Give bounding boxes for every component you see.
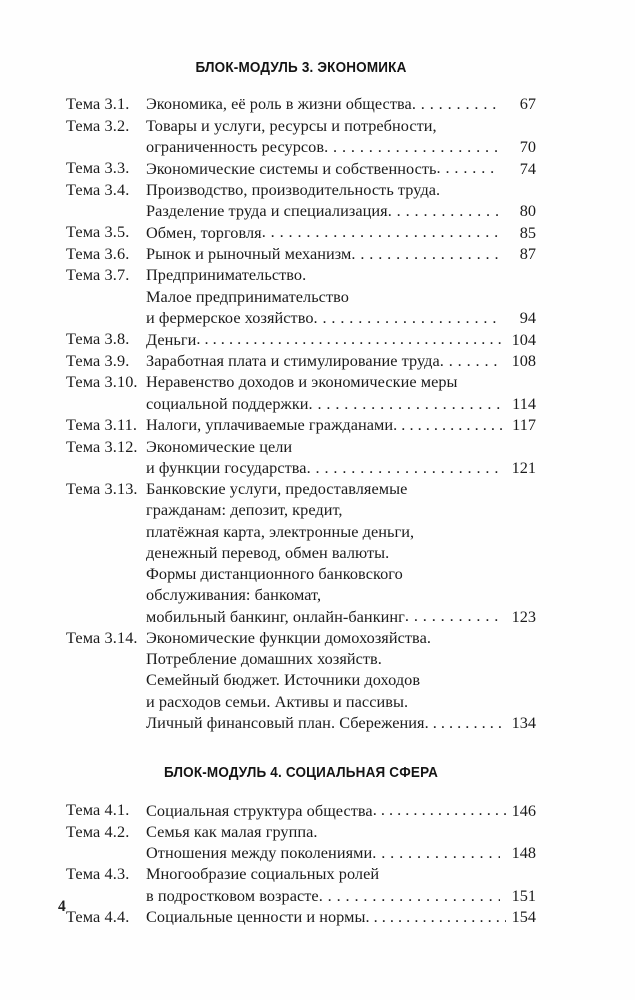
toc-entry-line xyxy=(146,821,536,842)
dot-leader xyxy=(309,393,500,409)
toc-entry-title: ограниченность ресурсов xyxy=(146,137,325,156)
toc-entry-title: социальной поддержки xyxy=(146,393,309,413)
page-number: 4 xyxy=(58,898,66,915)
toc-entry-title: Потребление домашних хозяйств. xyxy=(146,649,382,669)
toc-entry-title: Заработная плата и стимулирование труда xyxy=(146,351,440,371)
toc-entry-title: Малое предпринимательство xyxy=(146,286,349,306)
toc-entry-line xyxy=(146,328,536,350)
toc-page-number: 104 xyxy=(511,329,536,349)
toc-entry-title: и функции государства xyxy=(146,458,307,478)
dot-leader xyxy=(351,243,500,259)
toc-entry-body xyxy=(146,93,536,115)
toc-entry-body xyxy=(146,328,536,350)
toc-entry-title: Социальная структура общества xyxy=(146,800,373,820)
toc-entry-line xyxy=(146,885,536,907)
toc-entry-line xyxy=(146,499,536,520)
toc-page-number: 117 xyxy=(512,415,536,435)
toc-entry-line xyxy=(146,712,536,734)
toc-entry-title: денежный перевод, обмен валюты. xyxy=(146,542,390,562)
toc-entry-label: Тема 3.9. xyxy=(66,350,130,370)
toc-entry-title: обслуживания: банкомат, xyxy=(146,585,322,605)
dot-leader xyxy=(388,200,500,216)
toc-entry-body xyxy=(146,414,536,436)
toc-entry[interactable] xyxy=(66,414,536,436)
toc-entry-line xyxy=(146,605,536,627)
toc-entry-label: Тема 3.4. xyxy=(66,179,130,199)
toc-entry-line xyxy=(146,521,536,542)
toc-entry-title: Обмен, торговля xyxy=(146,222,262,242)
toc-entry[interactable] xyxy=(66,436,536,479)
toc-entry-title: Экономические цели xyxy=(146,436,293,456)
toc-entry-title: Товары и услуги, ресурсы и потребности, xyxy=(146,115,437,135)
toc-entry[interactable] xyxy=(66,371,536,414)
toc-entry-line xyxy=(146,307,536,329)
toc-entry[interactable] xyxy=(66,799,536,821)
toc-entry-body xyxy=(146,863,536,906)
toc-entry-body xyxy=(146,799,536,821)
toc-entry-body xyxy=(146,264,536,328)
toc-entry[interactable] xyxy=(66,627,536,733)
toc-entry-label: Тема 3.10. xyxy=(66,372,138,392)
dot-leader xyxy=(372,842,500,858)
toc-entry-body xyxy=(146,115,536,158)
toc-entry[interactable] xyxy=(66,115,536,158)
toc-entry-line xyxy=(146,286,536,307)
module-heading: БЛОК-МОДУЛЬ 4. СОЦИАЛЬНАЯ СФЕРА xyxy=(163,765,439,782)
toc-entry-label: Тема 3.13. xyxy=(66,479,138,499)
toc-entry-line xyxy=(146,243,536,265)
toc-page-number: 87 xyxy=(519,244,536,264)
toc-entry-title: Разделение труда и специализация xyxy=(146,201,388,221)
toc-entry-label: Тема 4.2. xyxy=(66,821,130,841)
dot-leader xyxy=(196,328,506,344)
toc-entry-line xyxy=(146,669,536,690)
toc-entry-line xyxy=(146,799,536,821)
toc-entry-line xyxy=(146,842,536,864)
toc-entry-line xyxy=(146,93,536,115)
dot-leader xyxy=(319,885,500,901)
toc-entry-title: Производство, производительность труда. xyxy=(146,179,441,199)
dot-leader xyxy=(262,221,500,237)
toc-page-number: 151 xyxy=(511,885,536,905)
dot-leader xyxy=(307,457,500,473)
toc-entry-label: Тема 3.14. xyxy=(66,627,138,647)
toc-entry[interactable] xyxy=(66,906,536,928)
toc-entry-line xyxy=(146,584,536,605)
toc-entry-title: и расходов семьи. Активы и пассивы. xyxy=(146,691,409,711)
toc-entry-line xyxy=(146,350,536,372)
toc-entry-line xyxy=(146,648,536,669)
toc-entry-title: Социальные ценности и нормы xyxy=(146,907,366,927)
toc-entry-line xyxy=(146,157,536,179)
toc-entry-title: Предпринимательство. xyxy=(146,265,307,285)
toc-entry-title: Неравенство доходов и экономические меры xyxy=(146,372,458,392)
toc-entry-line xyxy=(146,179,536,200)
toc-entry[interactable] xyxy=(66,478,536,627)
toc-entry-title: Деньги xyxy=(146,329,197,349)
toc-entry-title: в подростковом возрасте xyxy=(146,885,319,905)
toc-entry-line xyxy=(146,264,536,285)
toc-entry-title: Семейный бюджет. Источники доходов xyxy=(146,670,421,690)
toc-page-number: 108 xyxy=(511,351,536,371)
toc-entry-title: Отношения между поколениями xyxy=(146,843,373,863)
toc-entry-label: Тема 3.12. xyxy=(66,436,138,456)
toc-entry-body xyxy=(146,906,536,928)
toc-entry-line xyxy=(146,863,536,884)
toc-entry-body xyxy=(146,371,536,414)
toc-entry-label: Тема 4.4. xyxy=(66,907,130,927)
toc-entry[interactable] xyxy=(66,264,536,328)
toc-entry-line xyxy=(146,563,536,584)
dot-leader xyxy=(324,136,500,152)
toc-entry-line xyxy=(146,906,536,928)
toc-page-number: 154 xyxy=(511,907,536,927)
toc-entry-label: Тема 3.6. xyxy=(66,243,130,263)
toc-entry[interactable] xyxy=(66,350,536,372)
toc-entry-body xyxy=(146,179,536,222)
toc-page-number: 146 xyxy=(511,800,536,820)
toc-entry-label: Тема 3.2. xyxy=(66,115,130,135)
toc-entry-line xyxy=(146,221,536,243)
toc-entry-label: Тема 3.11. xyxy=(66,415,137,435)
module-heading: БЛОК-МОДУЛЬ 3. ЭКОНОМИКА xyxy=(195,60,407,76)
toc-entry-line xyxy=(146,371,536,392)
toc-entry-title: платёжная карта, электронные деньги, xyxy=(146,521,415,541)
dot-leader xyxy=(314,307,500,323)
toc-entry-title: Личный финансовый план. Сбережения xyxy=(146,713,425,733)
toc-entry-label: Тема 4.3. xyxy=(66,864,130,884)
toc-entry[interactable] xyxy=(66,863,536,906)
toc-entry[interactable] xyxy=(66,221,536,243)
toc-entry-body xyxy=(146,243,536,265)
toc-entry-line xyxy=(146,393,536,415)
toc-entry[interactable] xyxy=(66,243,536,265)
toc-page-number: 94 xyxy=(519,308,536,328)
dot-leader xyxy=(412,93,500,109)
toc-page-number: 85 xyxy=(519,222,536,242)
toc-entry-label: Тема 3.1. xyxy=(66,94,130,113)
toc-entry-line xyxy=(146,542,536,563)
toc-entry-body xyxy=(146,350,536,372)
toc-entry-title: Рынок и рыночный механизм xyxy=(146,244,352,264)
toc-page-number: 134 xyxy=(511,713,536,733)
toc-page-number: 114 xyxy=(512,393,536,413)
toc-page-number: 123 xyxy=(511,606,536,626)
toc-entry-title: Экономика, её роль в жизни общества xyxy=(146,94,412,114)
toc-page-number: 67 xyxy=(519,94,536,114)
toc-entry-label: Тема 3.3. xyxy=(66,158,130,178)
toc-entry-title: и фермерское хозяйство xyxy=(146,308,314,328)
toc-entry-body xyxy=(146,157,536,179)
toc-entry-title: Многообразие социальных ролей xyxy=(146,864,380,884)
dot-leader xyxy=(425,712,506,728)
dot-leader xyxy=(440,350,500,366)
dot-leader xyxy=(373,799,506,815)
toc-entry-line xyxy=(146,136,536,158)
toc-entry-line xyxy=(146,414,536,436)
toc-page-number: 121 xyxy=(511,458,536,478)
toc-entry-label: Тема 3.5. xyxy=(66,222,130,242)
toc-entry-body xyxy=(146,821,536,864)
table-of-contents xyxy=(66,60,536,928)
toc-page-number: 70 xyxy=(519,137,536,156)
toc-page-number: 80 xyxy=(519,201,536,221)
toc-entry-label: Тема 4.1. xyxy=(66,800,130,820)
toc-entry-body xyxy=(146,627,536,733)
toc-entry-label: Тема 3.7. xyxy=(66,265,130,285)
dot-leader xyxy=(437,157,501,173)
dot-leader xyxy=(405,605,500,621)
toc-entry[interactable] xyxy=(66,821,536,864)
toc-entry-title: Экономические функции домохозяйства. xyxy=(146,627,431,647)
toc-entry-body xyxy=(146,478,536,627)
toc-entry-title: мобильный банкинг, онлайн-банкинг xyxy=(146,606,405,626)
toc-entry-line xyxy=(146,200,536,222)
toc-entry-line xyxy=(146,627,536,648)
toc-entry-title: Семья как малая группа. xyxy=(146,821,318,841)
toc-entry-body xyxy=(146,221,536,243)
toc-entry-line xyxy=(146,457,536,479)
toc-entry[interactable] xyxy=(66,179,536,222)
toc-page-number: 74 xyxy=(519,158,536,178)
dot-leader xyxy=(393,414,506,430)
toc-entry-line xyxy=(146,436,536,457)
dot-leader xyxy=(365,906,506,922)
toc-entry[interactable] xyxy=(66,93,536,115)
toc-entry-body xyxy=(146,436,536,479)
toc-entry-title: Банковские услуги, предоставляемые xyxy=(146,479,408,499)
toc-page-number: 148 xyxy=(511,843,536,863)
toc-entry-title: Экономические системы и собственность xyxy=(146,158,437,178)
toc-entry[interactable] xyxy=(66,328,536,350)
toc-entry-line xyxy=(146,691,536,712)
toc-entry-label: Тема 3.8. xyxy=(66,329,130,349)
toc-entry-line xyxy=(146,478,536,499)
toc-entry-title: Налоги, уплачиваемые гражданами xyxy=(146,415,394,435)
toc-entry-line xyxy=(146,115,536,136)
toc-entry-title: Формы дистанционного банковского xyxy=(146,564,403,584)
toc-entry[interactable] xyxy=(66,157,536,179)
toc-entry-title: гражданам: депозит, кредит, xyxy=(146,500,343,520)
